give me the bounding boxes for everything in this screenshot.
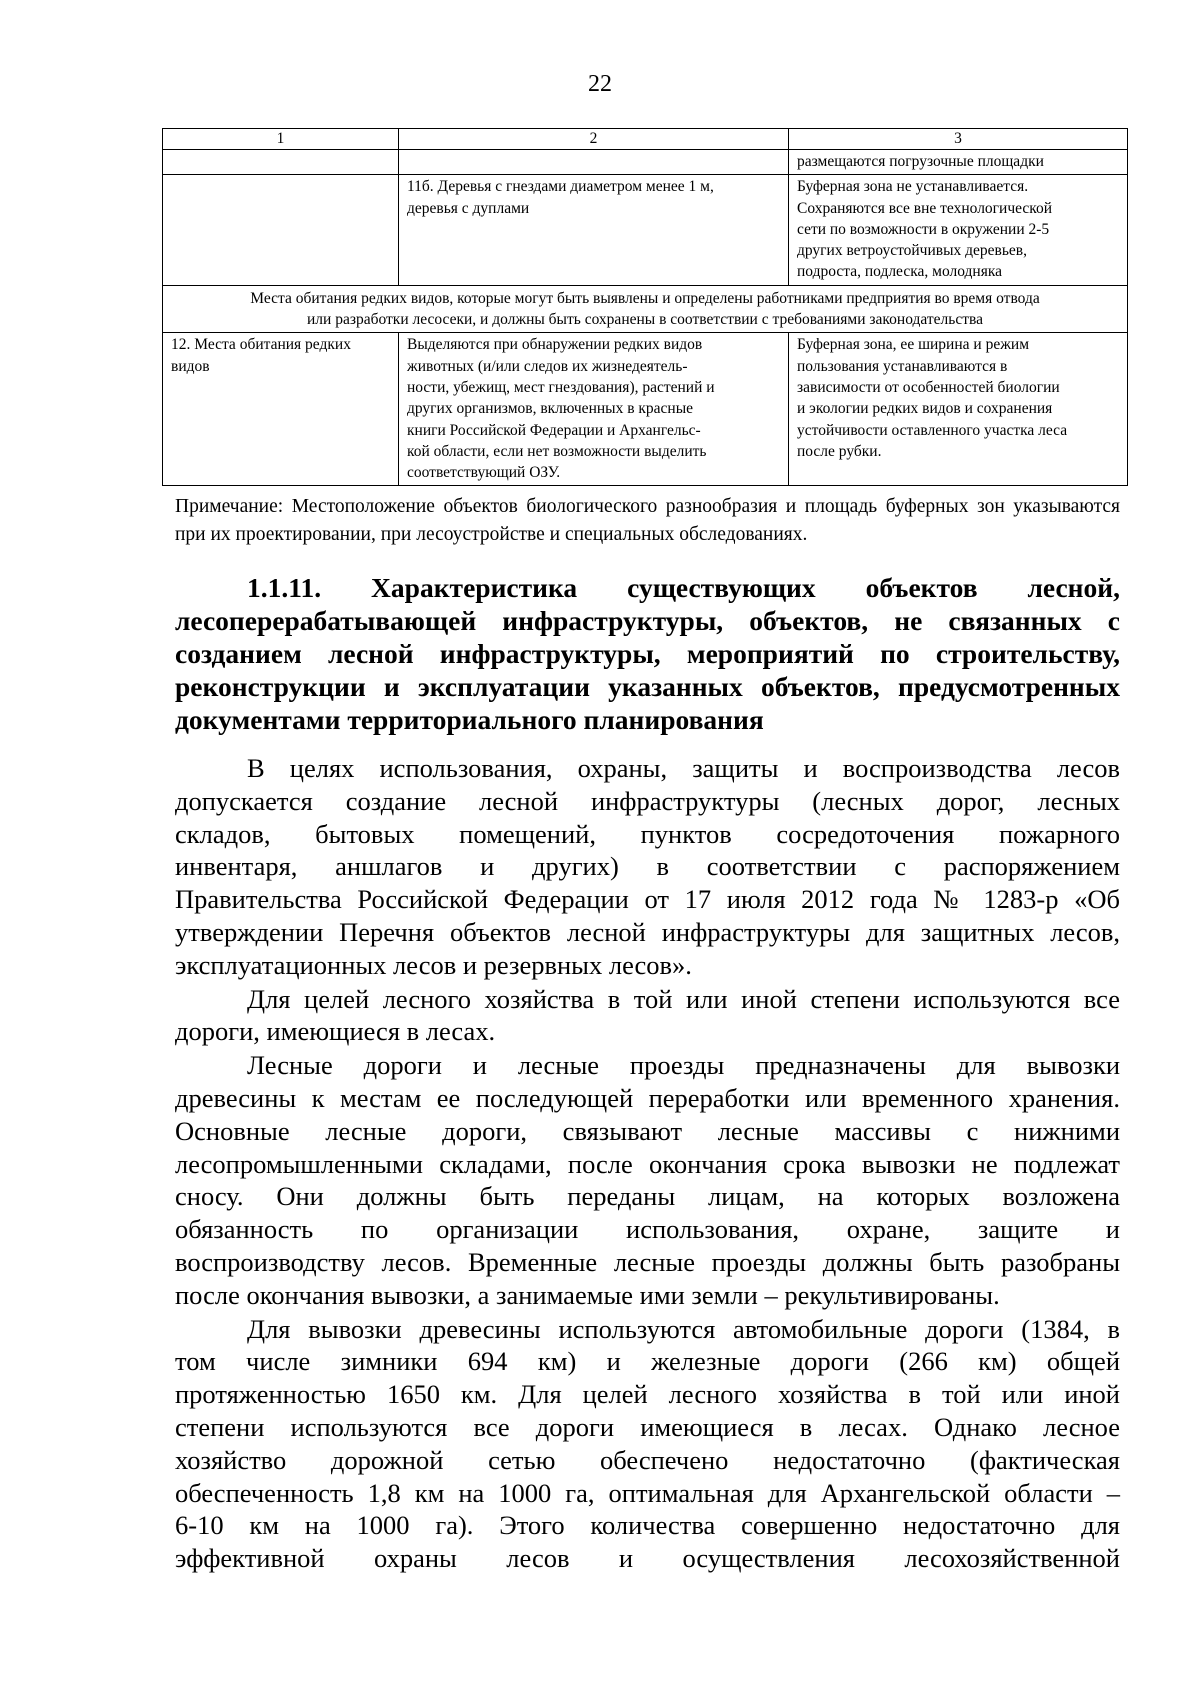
cell-line: Буферная зона не устанавливается. [797, 178, 1029, 196]
text-line: Лесные дороги и лесные проезды предназначены для вывозки [247, 1050, 1120, 1081]
cell-line: животных (и/или следов их жизнедеятель- [407, 357, 688, 375]
heading-line: документами территориального планирования [175, 704, 764, 735]
group-heading-cell [163, 285, 1128, 333]
table-cell [789, 175, 1128, 285]
text-line: эксплуатационных лесов и резервных лесов». [175, 949, 692, 980]
cell-line: 11б. Деревья с гнездами диаметром менее 1 м, [407, 178, 714, 196]
cell-line: кой области, если нет возможности выделить [407, 442, 707, 460]
cell-line: других ветроустойчивых деревьев, [797, 242, 1027, 260]
table-cell [163, 175, 399, 285]
table-row [163, 333, 1128, 486]
cell-line: зависимости от особенностей биологии [797, 378, 1060, 396]
section-heading [175, 571, 1120, 736]
table-header-row [163, 129, 1128, 150]
text-line: после окончания вывозки, а занимаемые ими земли – рекультивированы. [175, 1279, 1000, 1310]
table-note: Примечание: Местоположение объектов биологического разнообразия и площадь буферных зон указываются при их проектировании, при лесоустройстве и специальных обследованиях. [175, 496, 1120, 545]
heading-line: созданием лесной инфраструктуры, мероприятий по строительству, [175, 638, 1120, 669]
heading-line: лесоперерабатывающей инфраструктуры, объектов, не связанных с [175, 605, 1120, 636]
text-line: Для вывозки древесины используются автомобильные дороги (1384, в [247, 1313, 1120, 1344]
text-line: эффективной охраны лесов и осуществления лесохозяйственной [175, 1543, 1120, 1574]
text-line: обеспеченность 1,8 км на 1000 га, оптимальная для Архангельской области – [175, 1477, 1120, 1508]
cell-line: Буферная зона, ее ширина и режим [797, 336, 1030, 354]
table-row [163, 150, 1128, 175]
biodiversity-table [162, 128, 1128, 486]
table-cell [399, 333, 789, 486]
cell-line: соответствующий ОЗУ. [407, 464, 561, 482]
table-row [163, 175, 1128, 285]
table-header-cell: 1 [163, 129, 399, 150]
paragraph [175, 1313, 1120, 1575]
table-cell [399, 150, 789, 175]
cell-line: видов [171, 357, 210, 375]
cell-line: 12. Места обитания редких [171, 336, 351, 354]
cell-line: устойчивости оставленного участка леса [797, 421, 1068, 439]
table-header-cell: 2 [399, 129, 789, 150]
cell-line: деревья с дуплами [407, 199, 530, 217]
paragraph [175, 983, 1120, 1049]
cell-line: или разработки лесосеки, и должны быть сохранены в соответствии с требованиями законодательства [307, 311, 983, 329]
table-cell [789, 150, 1128, 175]
text-line: 6-10 км на 1000 га). Этого количества совершенно недостаточно для [175, 1510, 1120, 1541]
cell-line: подроста, подлеска, молодняка [797, 263, 1003, 281]
text-line: инвентаря, аншлагов и других) в соответствии с распоряжением [175, 851, 1120, 882]
text-line: В целях использования, охраны, защиты и воспроизводства лесов [247, 753, 1120, 783]
text-line: протяженностью 1650 км. Для целей лесного хозяйства в той или иной [175, 1379, 1120, 1410]
page-number: 22 [588, 71, 612, 97]
text-line: том числе зимники 694 км) и железные дороги (266 км) общей [175, 1346, 1120, 1377]
text-line: степени используются все дороги имеющиеся в лесах. Однако лесное [175, 1411, 1120, 1442]
text-line: Основные лесные дороги, связывают лесные массивы с нижними [175, 1115, 1120, 1146]
cell-line: пользования устанавливаются в [797, 357, 1008, 375]
section-body [175, 752, 1120, 1576]
cell-line: Сохраняются все вне технологической [797, 199, 1053, 217]
table-group-heading-row [163, 285, 1128, 333]
cell-line: и экологии редких видов и сохранения [797, 400, 1053, 418]
heading-line: 1.1.11. Характеристика существующих объектов лесной, [247, 572, 1120, 603]
text-line: складов, бытовых помещений, пунктов сосредоточения пожарного [175, 818, 1120, 849]
cell-line: размещаются погрузочные площадки [797, 153, 1044, 170]
cell-line: Места обитания редких видов, которые могут быть выявлены и определены работниками предприятия во время отвода [250, 289, 1040, 307]
text-line: сносу. Они должны быть переданы лицам, на которых возложена [175, 1181, 1120, 1212]
table-cell [163, 150, 399, 175]
text-line: Для целей лесного хозяйства в той или иной степени используются все [247, 983, 1120, 1014]
paragraph [175, 1049, 1120, 1311]
cell-line: ности, убежищ, мест гнездования), растений и [407, 378, 715, 396]
cell-line: Выделяются при обнаружении редких видов [407, 336, 703, 354]
paragraph [175, 752, 1120, 982]
table-cell [163, 333, 399, 486]
cell-line: книги Российской Федерации и Архангельс- [407, 421, 701, 439]
cell-line: других организмов, включенных в красные [407, 400, 694, 418]
text-line: Правительства Российской Федерации от 17 июля 2012 года № 1283-р «Об [175, 884, 1120, 915]
text-line: древесины к местам ее последующей переработки или временного хранения. [175, 1082, 1120, 1113]
cell-line: после рубки. [797, 442, 882, 460]
text-line: лесопромышленными складами, после окончания срока вывозки не подлежат [175, 1148, 1120, 1179]
text-line: допускается создание лесной инфраструктуры (лесных дорог, лесных [175, 785, 1120, 816]
text-line: дороги, имеющиеся в лесах. [175, 1016, 496, 1047]
text-line: обязанность по организации использования, охране, защите и [175, 1214, 1120, 1245]
text-line: хозяйство дорожной сетью обеспечено недостаточно (фактическая [175, 1444, 1120, 1475]
heading-line: реконструкции и эксплуатации указанных объектов, предусмотренных [175, 671, 1120, 702]
table-cell [789, 333, 1128, 486]
text-line: утверждении Перечня объектов лесной инфраструктуры для защитных лесов, [175, 916, 1120, 947]
table-header-cell: 3 [789, 129, 1128, 150]
cell-line: сети по возможности в окружении 2-5 [797, 220, 1050, 238]
text-line: воспроизводству лесов. Временные лесные проезды должны быть разобраны [175, 1246, 1120, 1277]
table-cell [399, 175, 789, 285]
